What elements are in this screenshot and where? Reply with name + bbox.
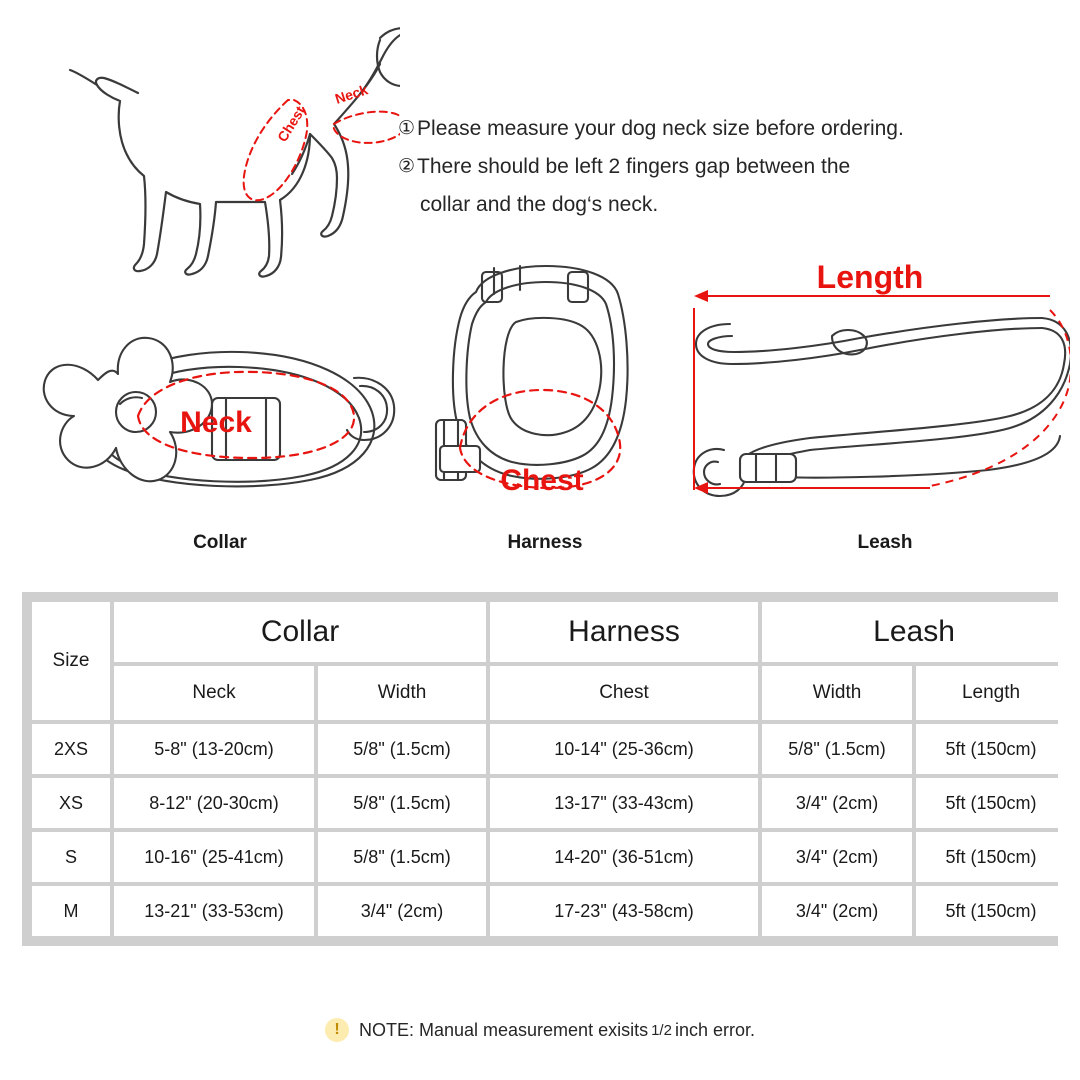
cell-size: 2XS xyxy=(32,724,110,774)
harness-chest-label: Chest xyxy=(500,464,584,497)
cell-leash-length: 5ft (150cm) xyxy=(916,886,1066,936)
size-table-container xyxy=(22,592,1058,946)
cell-collar-neck: 8-12" (20-30cm) xyxy=(114,778,314,828)
cell-collar-width: 5/8" (1.5cm) xyxy=(318,724,486,774)
neck-measure-loop xyxy=(333,112,400,143)
header-leash-width: Width xyxy=(762,666,912,720)
header-collar-neck: Neck xyxy=(114,666,314,720)
instructions-block xyxy=(398,110,1038,224)
cell-harness-chest: 17-23" (43-58cm) xyxy=(490,886,758,936)
table-row xyxy=(32,886,1066,936)
header-harness-chest: Chest xyxy=(490,666,758,720)
instruction-number: ① xyxy=(398,118,416,139)
exclamation-icon: ! xyxy=(325,1018,349,1042)
cell-size: M xyxy=(32,886,110,936)
note-text-after: inch error. xyxy=(674,1019,755,1040)
note-row xyxy=(0,1018,1080,1042)
instruction-text: Please measure your dog neck size before ordering. xyxy=(417,117,904,140)
table-row xyxy=(32,832,1066,882)
cell-collar-width: 5/8" (1.5cm) xyxy=(318,832,486,882)
table-header-row-groups xyxy=(32,602,1066,662)
size-table xyxy=(28,598,1070,940)
cell-size: XS xyxy=(32,778,110,828)
cell-harness-chest: 13-17" (33-43cm) xyxy=(490,778,758,828)
cell-leash-width: 3/4" (2cm) xyxy=(762,886,912,936)
collar-figure-svg xyxy=(30,320,410,535)
header-size: Size xyxy=(32,602,110,720)
harness-figure-svg xyxy=(420,250,670,540)
harness-illustration xyxy=(420,250,670,540)
table-row xyxy=(32,724,1066,774)
instruction-item xyxy=(398,148,1038,186)
cell-collar-neck: 13-21" (33-53cm) xyxy=(114,886,314,936)
leash-illustration xyxy=(670,240,1070,540)
table-header-row-sub xyxy=(32,666,1066,720)
harness-caption: Harness xyxy=(507,532,583,553)
cell-leash-width: 3/4" (2cm) xyxy=(762,832,912,882)
cell-leash-width: 3/4" (2cm) xyxy=(762,778,912,828)
cell-leash-length: 5ft (150cm) xyxy=(916,724,1066,774)
cell-collar-width: 5/8" (1.5cm) xyxy=(318,778,486,828)
cell-leash-width: 5/8" (1.5cm) xyxy=(762,724,912,774)
leash-figure-svg xyxy=(670,240,1070,540)
dog-neck-label: Neck xyxy=(332,81,370,107)
collar-neck-label: Neck xyxy=(180,406,252,439)
collar-caption: Collar xyxy=(193,532,247,553)
header-leash-length: Length xyxy=(916,666,1066,720)
instruction-number: ② xyxy=(398,156,416,177)
note-fraction: 1/2 xyxy=(651,1021,672,1039)
table-row xyxy=(32,778,1066,828)
note-text-before: NOTE: Manual measurement exisits xyxy=(358,1019,649,1040)
header-group-harness: Harness xyxy=(490,602,758,662)
header-collar-width: Width xyxy=(318,666,486,720)
leash-length-label: Length xyxy=(816,259,924,295)
cell-harness-chest: 10-14" (25-36cm) xyxy=(490,724,758,774)
cell-harness-chest: 14-20" (36-51cm) xyxy=(490,832,758,882)
header-group-collar: Collar xyxy=(114,602,486,662)
dog-illustration xyxy=(60,8,400,278)
dog-figure-svg xyxy=(60,8,400,278)
cell-leash-length: 5ft (150cm) xyxy=(916,778,1066,828)
cell-collar-neck: 5-8" (13-20cm) xyxy=(114,724,314,774)
cell-leash-length: 5ft (150cm) xyxy=(916,832,1066,882)
instruction-item xyxy=(398,110,1038,148)
instruction-text: There should be left 2 fingers gap between the xyxy=(417,155,851,178)
dog-chest-label: Chest xyxy=(273,103,309,145)
collar-illustration xyxy=(30,320,410,535)
leash-caption: Leash xyxy=(857,532,913,553)
cell-collar-width: 3/4" (2cm) xyxy=(318,886,486,936)
cell-collar-neck: 10-16" (25-41cm) xyxy=(114,832,314,882)
header-group-leash: Leash xyxy=(762,602,1066,662)
cell-size: S xyxy=(32,832,110,882)
instruction-text-continued: collar and the dog‘s neck. xyxy=(420,193,659,216)
